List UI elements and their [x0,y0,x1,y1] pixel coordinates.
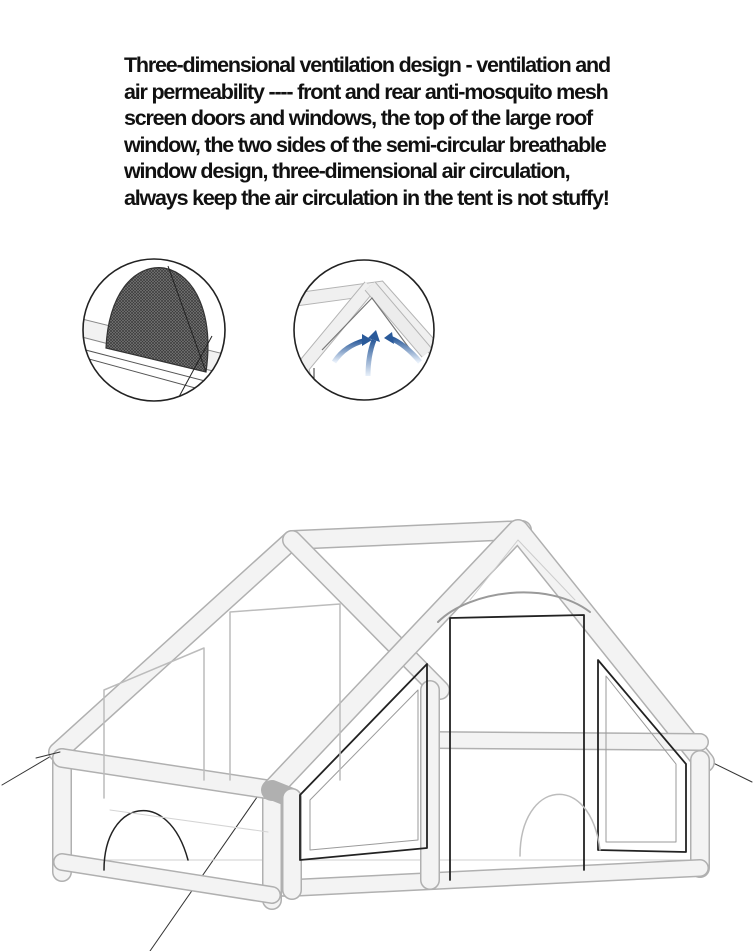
description-line: Three-dimensional ventilation design - ventilation and [124,53,610,77]
description-line: always keep the air circulation in the tent is not stuffy! [124,185,609,210]
description-line: window design, three-dimensional air circulation, [124,159,570,184]
description-line: air permeability ---- front and rear anti-mosquito mesh [124,79,608,104]
description-line: window, the two sides of the semi-circular breathable [124,132,606,157]
description-line: screen doors and windows, the top of the large roof [124,106,592,131]
